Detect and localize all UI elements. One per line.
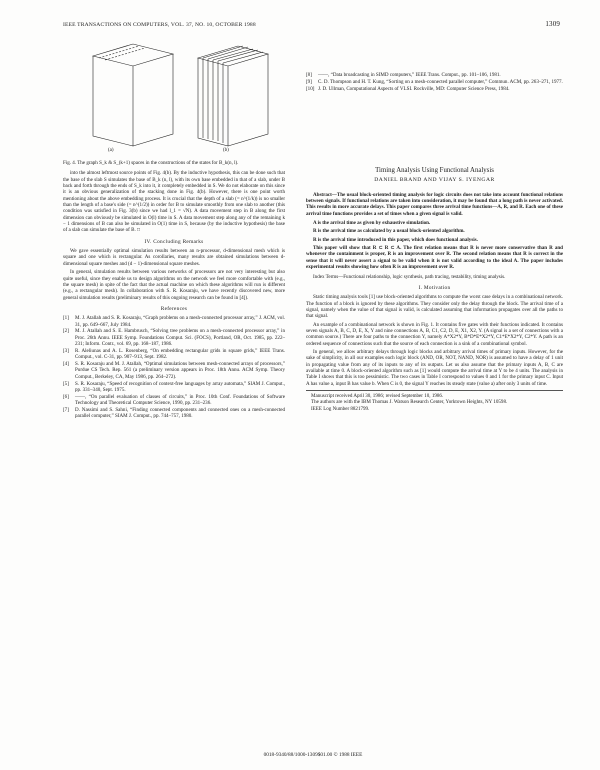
paragraph: We gave essentially optimal simulation results between an n-processor, d-dimensional mesh which is square and one which is rectangular. As corollaries, many results are obtained simulations between d-dimensional square meshes and (d − 1)-dimensional square meshes. [63,248,285,267]
index-terms: Index Terms—Functional relationship, logic synthesis, path tracing, testability, timing analysis. [313,273,506,280]
running-header [63,20,560,32]
paragraph: An example of a combinational network is shown in Fig. 1. It contains five gates with their functions indicated. It contains seven signals A, B, C, D, E, X, Y and nine connections A, B, C1, C2, D, E, X1, X2, Y. (A signal is a set of connections with a common source.) There are four paths to the connection Y, namely A*X2*Y, B*D*E*X2*Y, C1*E*X2*Y, C2*Y. A path is an ordered sequence of connections such that the source of each connection is a sink of a combinational symbol. [306,321,563,347]
reference-item [306,79,563,85]
definition: R is the arrival time introduced in this paper, which does functional analysis. [313,236,478,243]
ref-text: ——, “On parallel evaluation of classes of circuits,” in Proc. 10th Conf. Foundations of Software Technology and Theoretical Computer Science, 1990, pp. 231–236. [75,393,285,407]
journal-header: IEEE TRANSACTIONS ON COMPUTERS, VOL. 37, NO. 10, OCTOBER 1988 [63,22,256,28]
ref-text: S. R. Kosaraju, “Speed of recognition of context-free languages by array automata,” SIAM J. Comput., pp. 331–340, Sept. 1975. [75,380,285,393]
reference-item [63,394,285,407]
copyright-footer: 0018-9340/88/1000-1309$01.00 © 1988 IEEE [263,752,363,758]
slab-diagram [63,36,285,158]
ref-text: ——, “Data broadcasting in SIMD computers,” IEEE Trans. Comput., pp. 101–106, 1981. [318,72,501,78]
ref-number: [7] [63,407,69,414]
section-heading: I. Motivation [418,284,451,291]
abstract-tail: This paper will show that R ⊂ R ⊂ A. The first relation means that R is never more conservative than R and whenever the containment is proper, R is an improvement over R. The second relation means that R is correct in the sense that it will never assert a signal to be valid when it is not valid according to the ideal A. The paper includes experimental results showing how often R is an improvement over R. [306,245,563,271]
reference-item [63,348,285,361]
paragraph: In general, simulation results between various networks of processors are not very interesting but also quite useful, since they enable us to design algorithms on the network we feel more comfortable with (e.g., the square mesh) in spite of the fact that the actual machine on which these algorithms will run is different (e.g., a rectangular mesh). In collaboration with S. R. Kosaraju, we have recently discovered new, more general simulation results (preliminary results of this ongoing research can be found in [4]). [63,269,285,301]
footnotes [306,390,563,412]
ref-number: [9] [306,78,312,85]
subfigure-b-label: (b) [223,148,229,153]
right-column [306,72,563,412]
abstract: Abstract—The usual block-oriented timing analysis for logic circuits does not take into account functional relations between signals. If functional relations are taken into consideration, it may be found that a long path is never activated. This results in more accurate delays. This paper compares three arrival time functions—A, R, and R. Each one of these arrival time functions provides a set of times when a given signal is valid. [306,191,563,217]
ref-number: [10] [306,85,315,92]
paragraph: Static timing analysis tools [1] use block-oriented algorithms to compute the worst case delays in a combinational network. The function of a block is ignored by these algorithms. They consider only the delay through the block. The arrival time of a signal, namely when the value of that signal is valid, is calculated assuming that information propagates over all the paths to that signal. [306,294,563,320]
ref-text: C. D. Thompson and H. T. Kung, “Sorting on a mesh-connected parallel computer,” Commun. ACM, pp. 263–271, 1977. [318,78,563,85]
article-title: Timing Analysis Using Functional Analysis [375,167,494,175]
left-column [63,36,285,420]
section-heading: IV. Concluding Remarks [144,238,204,245]
reference-item [63,361,285,380]
ref-text: S. R. Kosaraju and M. J. Atallah, “Optimal simulations between mesh-connected arrays of processors,” Purdue CS Tech. Rep. 561 (a preliminary version appears in Proc. 18th Annu. ACM Symp. Theory Comput., Berkeley, CA, May 1986, pp. 264–272). [75,361,285,380]
ref-number: [4] [63,361,69,368]
footnote: The authors are with the IBM Thomas J. Watson Research Center, Yorktown Heights, NY 10598. [311,399,508,406]
figure-caption: Fig. 4. The graph S_k & S_(k+1) spaces in the constructions of the states for B_k(n, l). [63,160,239,166]
reference-item [63,328,285,347]
article-authors: DANIEL BRAND AND VIJAY S. IYENGAR [374,177,495,184]
definition: A is the arrival time as given by exhaustive simulation. [313,220,431,227]
reference-item [63,381,285,394]
reference-item [63,315,285,328]
ref-number: [8] [306,72,312,78]
ref-text: J. D. Ullman, Computational Aspects of VLSI. Rockville, MD: Computer Science Press, 1984. [318,85,510,92]
reference-item [306,72,563,78]
figure-4 [63,36,285,158]
ref-number: [3] [63,347,69,354]
page-number: 1309 [545,20,560,28]
ref-text: M. J. Atallah and S. R. Kosaraju, “Graph problems on a mesh-connected processor array,” J. ACM, vol. 31, pp. 649–667, July 1984. [75,315,285,328]
ref-number: [1] [63,315,69,322]
references-heading: References [160,305,188,312]
definition: R is the arrival time as calculated by a usual block-oriented algorithm. [313,228,465,235]
footnote: Manuscript received April 30, 1986; revised September 10, 1986. [311,393,444,399]
paragraph: In general, we allow arbitrary delays through logic blocks and arbitrary arrival times of primary inputs. However, for the sake of simplicity, in all our examples each logic block (AND, OR, NOT, NAND, NOR) is assumed to have a delay of 1 unit in propagating value from any of its inputs to any of its outputs. Let us also assume that the primary inputs A, B, C are available at time 0. A block-oriented algorithm such as [1] would compute the arrival time at Y to be 4 units. The analysis in Table I shows that this is too pessimistic. The two cases in Table I correspond to values 0 and 1 for the primary input C. Input A has value a, input B has value b. When C is 0, the signal Y reaches its steady state (value a) after only 3 units of time. [306,348,563,387]
ref-text: M. J. Atallah and S. E. Hambrusch, “Solving tree problems on a mesh-connected processor array,” in Proc. 26th Annu. IEEE Symp. Foundations Comput. Sci. (FOCS), Portland, OR, Oct. 1985, pp. 222–231; Inform. Contr., vol. 69, pp. 168–187, 1986. [75,328,285,348]
reference-item [306,86,563,92]
ref-number: [5] [63,380,69,387]
ref-number: [6] [63,393,69,400]
subfigure-a-label: (a) [108,148,114,153]
ref-text: D. Nassimi and S. Sahni, “Finding connected components and connected ones on a mesh-connected parallel computer,” SIAM J. Comput., pp. 744–757, 1980. [75,407,285,420]
footnote: IEEE Log Number 8821799. [311,405,370,412]
reference-item [63,407,285,420]
ref-number: [2] [63,328,69,335]
paragraph: into the almost leftmost source points of Fig. 4(b). By the inductive hypothesis, this can be done such that the base of the slab S simulates the base of B_k (n, l), with its own base embedded in that of a slab, under B back and forth through the ends of S_k into it, it completely embedded in S. We do not elaborate on this since it is an obvious generalization of the stacking done in Fig. 4(b). However, there is one point worth mentioning about the above embedding process. It is crucial that the depth of a slab (= n^(1/k)) is no smaller than the length of a base's side (= n^(1/2)) in order for B to simulate smoothly from one slab to another (this condition was satisfied in Fig. 3(b) since we had l_1 = √N). A data movement step in B along the first dimension can obviously be simulated in O(l) time in S. A data movement step along any of the remaining k − 1 dimensions of B can also be simulated in O(1) time in S, because (by the inductive hypothesis) the base of a slab can simulate the base of B. □ [63,170,285,234]
ref-text: R. Aleliunas and A. L. Rosenberg, “On embedding rectangular grids in square grids,” IEEE Trans. Comput., vol. C-31, pp. 907–913, Sept. 1982. [75,347,285,361]
